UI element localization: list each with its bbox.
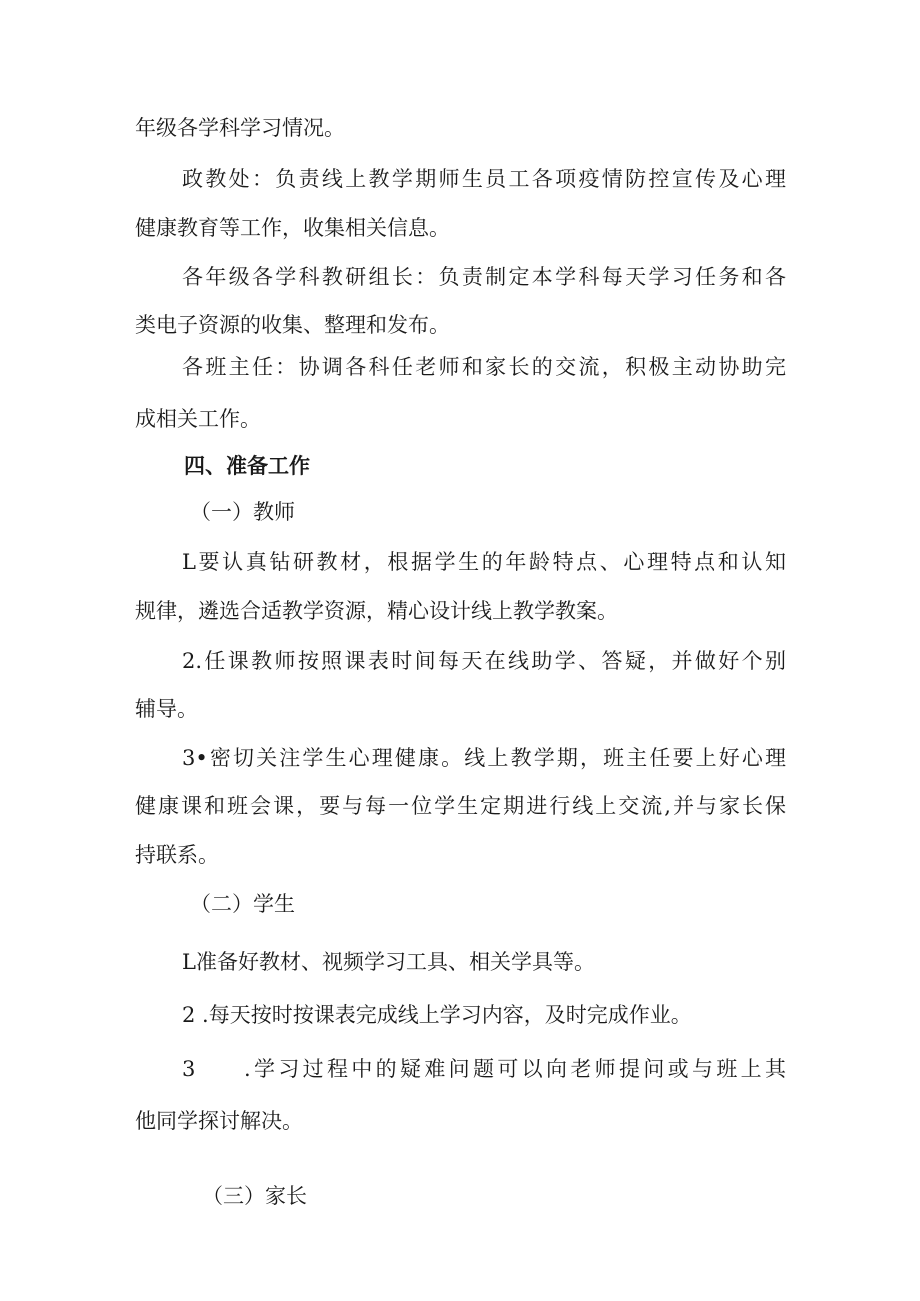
- text-line-7: 成相关工作。: [135, 407, 261, 431]
- subsection-heading-students: （二）学生: [190, 892, 295, 916]
- list-number: 3: [182, 1057, 196, 1081]
- text-line-1: 年级各学科学习情况。: [135, 116, 345, 140]
- text-line-5: 类电子资源的收集、整理和发布。: [135, 313, 450, 337]
- text-line-19: 2 .每天按时按课表完成线上学习内容，及时完成作业。: [182, 1003, 692, 1027]
- text-line-3: 健康教育等工作，收集相关信息。: [135, 216, 450, 240]
- text-line-4: 各年级各学科教研组长：负责制定本学科每天学习任务和各: [182, 265, 786, 289]
- list-text: .学习过程中的疑难问题可以向老师提问或与班上其: [244, 1057, 786, 1081]
- text-line-14: 3•密切关注学生心理健康。线上教学期，班主任要上好心理: [182, 746, 786, 770]
- text-line-12: 2.任课教师按照课表时间每天在线助学、答疑，并做好个别: [182, 649, 786, 673]
- text-line-15: 健康课和班会课，要与每一位学生定期进行线上交流,并与家长保: [135, 794, 786, 818]
- text-line-13: 辅导。: [135, 697, 198, 721]
- text-line-16: 持联系。: [135, 843, 219, 867]
- text-line-11: 规律，遴选合适教学资源，精心设计线上教学教案。: [135, 599, 618, 623]
- text-line-18: L准备好教材、视频学习工具、相关学具等。: [182, 950, 595, 974]
- text-line-21: 他同学探讨解决。: [135, 1109, 303, 1133]
- text-line-2: 政教处：负责线上教学期师生员工各项疫情防控宣传及心理: [182, 167, 786, 191]
- section-heading: 四、准备工作: [184, 453, 310, 478]
- text-line-10: L要认真钻研教材，根据学生的年龄特点、心理特点和认知: [182, 550, 786, 574]
- text-line-20: [182, 1054, 786, 1084]
- subsection-heading-parents: （三）家长: [202, 1184, 307, 1208]
- subsection-heading-teachers: （一）教师: [190, 500, 295, 524]
- text-line-6: 各班主任：协调各科任老师和家长的交流，积极主动协助完: [182, 355, 786, 379]
